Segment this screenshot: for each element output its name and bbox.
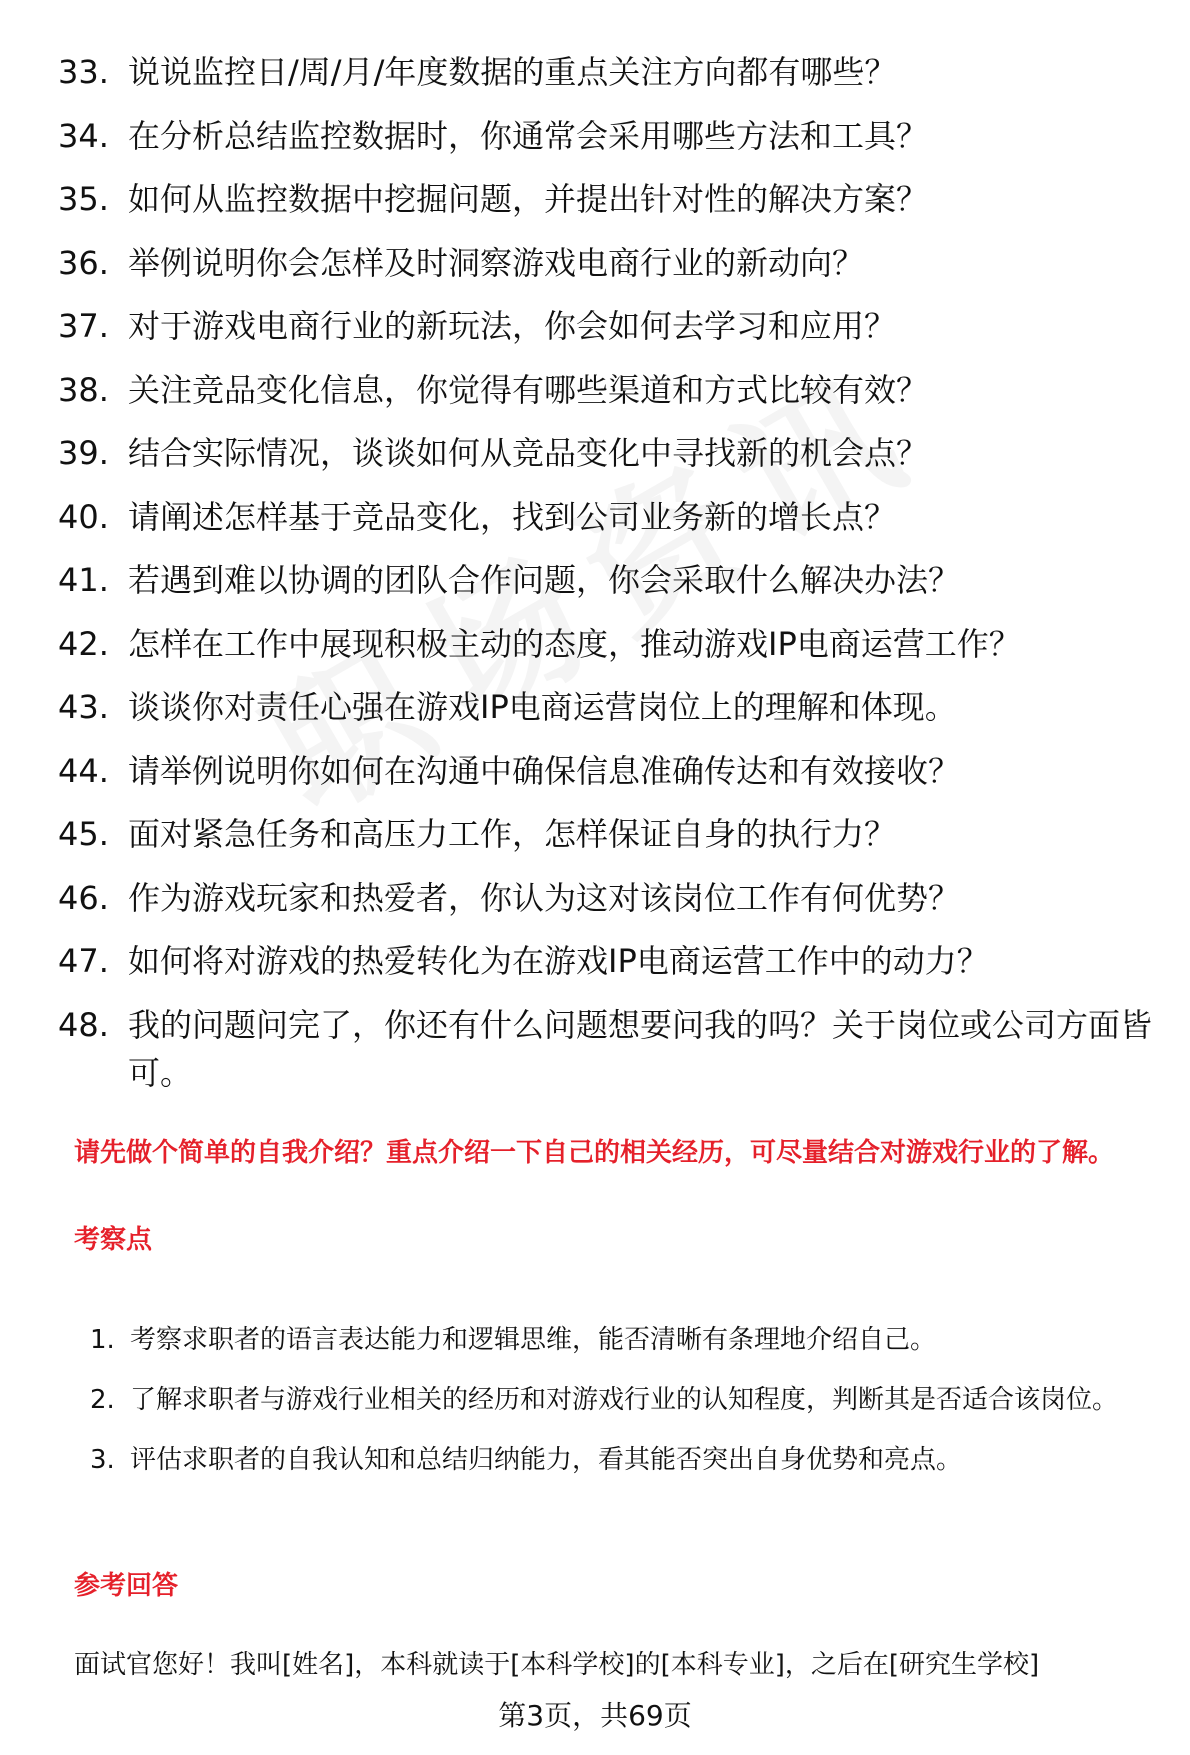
list-item — [58, 302, 1158, 350]
list-item — [58, 175, 1158, 223]
item-number: 38. — [58, 370, 109, 409]
list-item — [58, 48, 1158, 96]
item-text: 关注竞品变化信息，你觉得有哪些渠道和方式比较有效？ — [128, 370, 929, 409]
list-item — [58, 1001, 1158, 1097]
item-text: 结合实际情况，谈谈如何从竞品变化中寻找新的机会点？ — [128, 434, 929, 472]
list-item — [58, 937, 1158, 985]
exam-points-list — [90, 1310, 1160, 1490]
item-number: 44. — [58, 751, 109, 790]
item-text: 评估求职者的自我认知和总结归纳能力，看其能否突出自身优势和亮点。 — [130, 1445, 963, 1475]
item-text: 考察求职者的语言表达能力和逻辑思维，能否清晰有条理地介绍自己。 — [130, 1325, 937, 1355]
reference-answer: 面试官您好！我叫[姓名]，本科就读于[本科学校]的[本科专业]，之后在[研究生学校] — [74, 1650, 1040, 1680]
item-text: 说说监控日/周/月/年度数据的重点关注方向都有哪些？ — [128, 53, 897, 91]
list-item — [58, 874, 1158, 922]
page-number: 第3页，共69页 — [498, 1699, 692, 1732]
item-number: 43. — [58, 688, 109, 726]
item-text: 举例说明你会怎样及时洞察游戏电商行业的新动向？ — [128, 243, 865, 282]
item-text: 了解求职者与游戏行业相关的经历和对游戏行业的认知程度，判断其是否适合该岗位。 — [130, 1385, 1119, 1415]
item-number: 2. — [90, 1385, 115, 1415]
reference-heading: 参考回答 — [74, 1571, 179, 1601]
list-item — [90, 1370, 1160, 1430]
list-item — [58, 366, 1158, 414]
item-text: 如何从监控数据中挖掘问题，并提出针对性的解决方案？ — [128, 180, 929, 218]
item-number: 33. — [58, 53, 109, 91]
item-number: 41. — [58, 561, 109, 599]
item-number: 42. — [58, 624, 109, 663]
exam-points-heading: 考察点 — [74, 1225, 153, 1255]
item-number: 40. — [58, 497, 109, 536]
item-text: 对于游戏电商行业的新玩法，你会如何去学习和应用？ — [128, 307, 897, 345]
list-item — [58, 239, 1158, 287]
item-number: 46. — [58, 878, 109, 917]
item-text: 作为游戏玩家和热爱者，你认为这对该岗位工作有何优势？ — [128, 878, 961, 917]
item-text: 在分析总结监控数据时，你通常会采用哪些方法和工具？ — [128, 116, 929, 155]
list-item — [58, 493, 1158, 541]
item-number: 37. — [58, 307, 109, 345]
item-number: 1. — [90, 1325, 115, 1355]
item-text: 谈谈你对责任心强在游戏IP电商运营岗位上的理解和体现。 — [128, 688, 957, 726]
list-item — [58, 747, 1158, 795]
item-number: 39. — [58, 434, 109, 472]
list-item — [90, 1310, 1160, 1370]
list-item — [90, 1430, 1160, 1490]
list-item — [58, 429, 1158, 477]
item-text: 如何将对游戏的热爱转化为在游戏IP电商运营工作中的动力？ — [128, 942, 989, 980]
item-text: 若遇到难以协调的团队合作问题，你会采取什么解决办法？ — [128, 561, 961, 599]
item-number: 47. — [58, 942, 109, 980]
list-item — [58, 810, 1158, 858]
item-text: 面对紧急任务和高压力工作，怎样保证自身的执行力？ — [128, 815, 897, 853]
item-number: 48. — [58, 1005, 109, 1044]
list-item — [58, 556, 1158, 604]
question-list — [58, 48, 1158, 1112]
item-text: 请举例说明你如何在沟通中确保信息准确传达和有效接收？ — [128, 751, 961, 790]
highlight-question: 请先做个简单的自我介绍？重点介绍一下自己的相关经历，可尽量结合对游戏行业的了解。 — [74, 1138, 1115, 1168]
item-number: 3. — [90, 1445, 115, 1475]
list-item — [58, 683, 1158, 731]
item-number: 35. — [58, 180, 109, 218]
list-item — [58, 112, 1158, 160]
item-text: 怎样在工作中展现积极主动的态度，推动游戏IP电商运营工作？ — [128, 624, 1021, 663]
list-item — [58, 620, 1158, 668]
item-number: 34. — [58, 116, 109, 155]
item-text: 请阐述怎样基于竞品变化，找到公司业务新的增长点？ — [128, 497, 897, 536]
item-text: 我的问题问完了，你还有什么问题想要问我的吗？关于岗位或公司方面皆可。 — [128, 1005, 1153, 1092]
item-number: 36. — [58, 243, 109, 282]
item-number: 45. — [58, 815, 109, 853]
